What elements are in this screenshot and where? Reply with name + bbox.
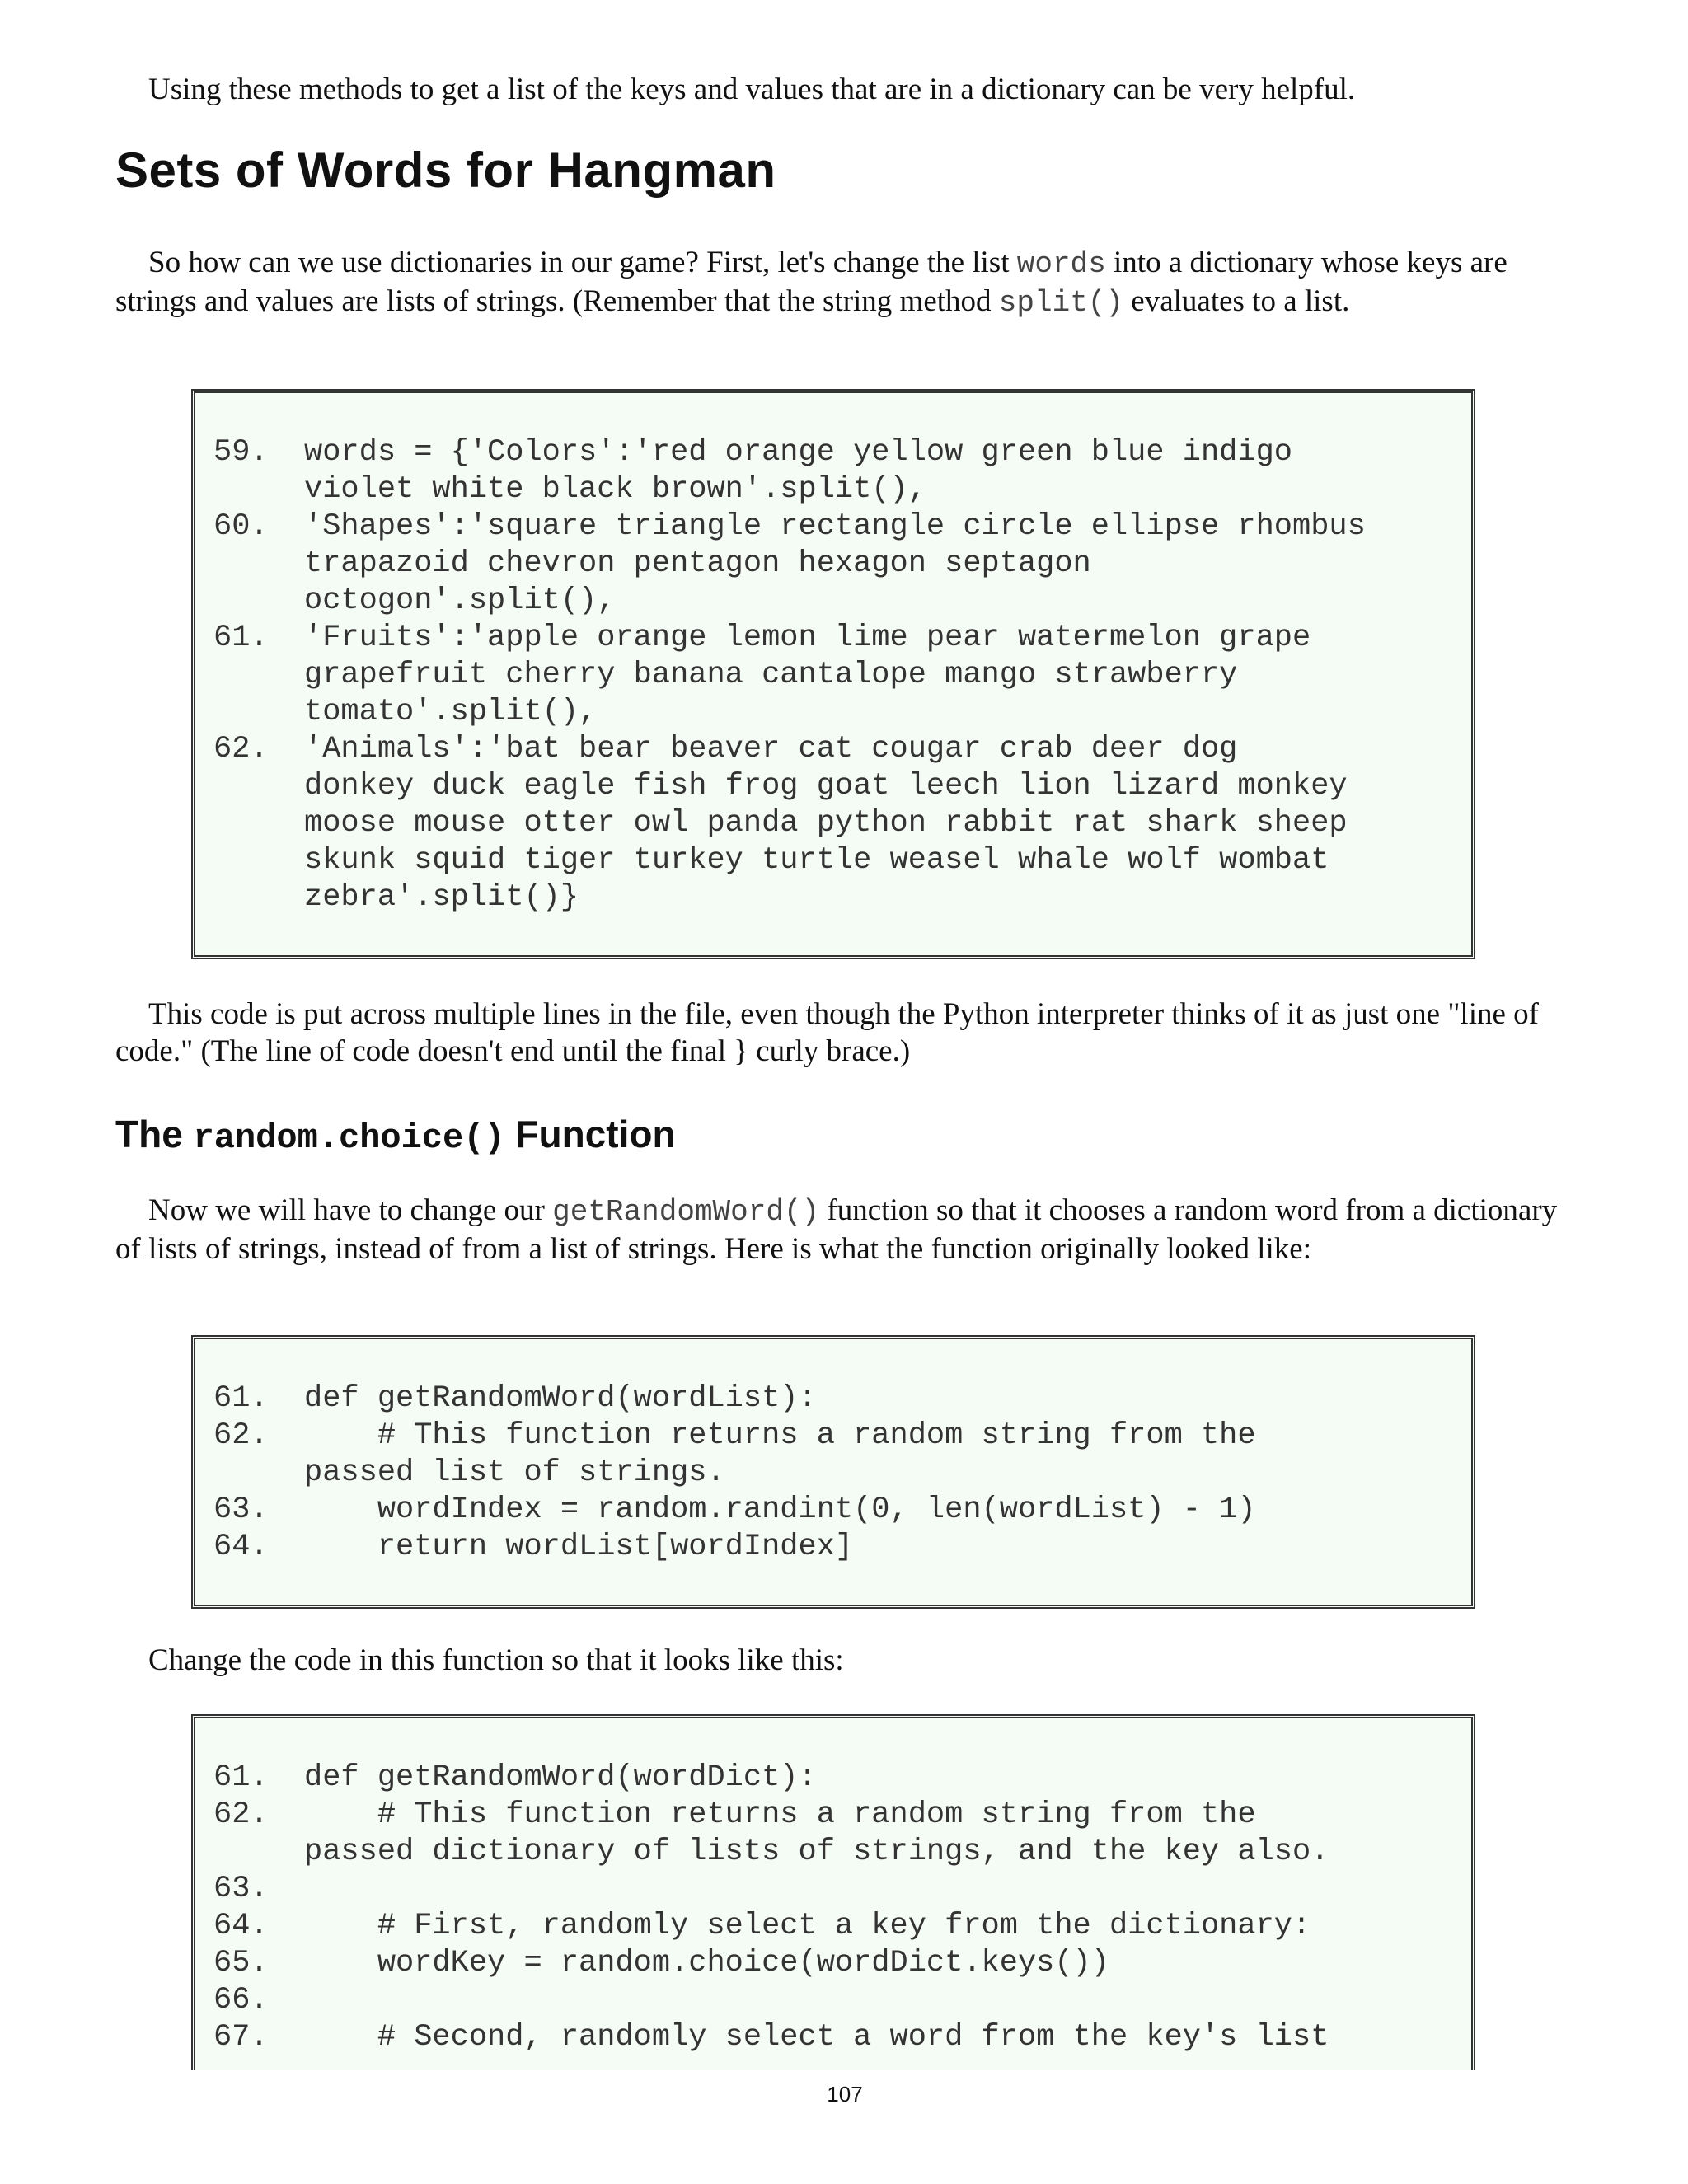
code-block-words-dictionary xyxy=(191,389,1475,959)
code-line xyxy=(213,1982,1471,2019)
code-line xyxy=(213,805,1471,842)
line-number: 63. xyxy=(213,1872,269,1906)
inline-code-words: words xyxy=(1016,247,1106,281)
code-text: def getRandomWord(wordDict): xyxy=(304,1760,817,1795)
code-text: # Second, randomly select a word from the key's list xyxy=(304,2020,1329,2055)
intro-paragraph: Using these methods to get a list of the keys and values that are in a dictionary can be very helpful. xyxy=(148,73,1356,106)
code-text: octogon'.split(), xyxy=(304,583,616,618)
code-text: grapefruit cherry banana cantalope mango strawberry xyxy=(304,658,1238,692)
line-number: 66. xyxy=(213,1983,269,2018)
code-line xyxy=(213,731,1471,768)
code-line xyxy=(213,434,1471,471)
code-line xyxy=(213,657,1471,694)
code-text: # This function returns a random string from the xyxy=(304,1797,1256,1832)
para-text: So how can we use dictionaries in our game? First, let's change the list xyxy=(148,246,1017,279)
code-text: skunk squid tiger turkey turtle weasel whale wolf wombat xyxy=(304,843,1329,878)
code-line xyxy=(213,620,1471,657)
code-text: 'Shapes':'square triangle rectangle circle ellipse rhombus xyxy=(304,509,1366,544)
line-number: 65. xyxy=(213,1946,269,1980)
code-text: return wordList[wordIndex] xyxy=(304,1530,854,1564)
para-text: function so that it chooses a random word from a dictionary of lists of strings, instead of from a list of strings. Here is what the function originally looked like: xyxy=(115,1193,1558,1266)
code-line xyxy=(213,1529,1471,1566)
line-number: 62. xyxy=(213,732,269,766)
code-text: tomato'.split(), xyxy=(304,695,598,729)
code-text: trapazoid chevron pentagon hexagon septagon xyxy=(304,546,1091,581)
code-line xyxy=(213,1834,1471,1871)
code-line xyxy=(213,842,1471,879)
code-line xyxy=(213,879,1471,916)
code-block-original-function xyxy=(191,1335,1475,1609)
code-text: # First, randomly select a key from the dictionary: xyxy=(304,1909,1311,1943)
code-text: 'Animals':'bat bear beaver cat cougar crab deer dog xyxy=(304,732,1238,766)
subsection-heading xyxy=(115,1111,676,1161)
change-code-paragraph: Change the code in this function so that it looks like this: xyxy=(148,1643,844,1677)
code-line xyxy=(213,1418,1471,1455)
page-number: 107 xyxy=(827,2082,863,2107)
line-number: 63. xyxy=(213,1493,269,1527)
code-line xyxy=(213,509,1471,546)
code-listing xyxy=(195,1339,1471,1566)
line-number: 61. xyxy=(213,621,269,655)
para-text: evaluates to a list. xyxy=(1123,284,1350,318)
code-text: wordKey = random.choice(wordDict.keys()) xyxy=(304,1946,1109,1980)
code-text: 'Fruits':'apple orange lemon lime pear watermelon grape xyxy=(304,621,1311,655)
line-number: 64. xyxy=(213,1909,269,1943)
code-line xyxy=(213,1380,1471,1418)
code-line xyxy=(213,1760,1471,1797)
line-number: 62. xyxy=(213,1797,269,1832)
line-number: 61. xyxy=(213,1760,269,1795)
code-line xyxy=(213,1797,1471,1834)
code-block-new-function xyxy=(191,1714,1475,2070)
code-text: violet white black brown'.split(), xyxy=(304,472,926,507)
code-text: moose mouse otter owl panda python rabbit rat shark sheep xyxy=(304,806,1348,841)
code-text: passed dictionary of lists of strings, and the key also. xyxy=(304,1835,1329,1869)
code-line xyxy=(213,546,1471,583)
inline-code-getrandomword: getRandomWord() xyxy=(552,1195,820,1229)
book-page xyxy=(115,0,1574,2184)
code-line xyxy=(213,694,1471,731)
code-text: wordIndex = random.randint(0, len(wordList) - 1) xyxy=(304,1493,1256,1527)
code-text: def getRandomWord(wordList): xyxy=(304,1381,817,1416)
code-text: zebra'.split()} xyxy=(304,880,579,915)
line-number: 61. xyxy=(213,1381,269,1416)
code-line xyxy=(213,1908,1471,1945)
code-line xyxy=(213,1945,1471,1982)
code-listing xyxy=(195,1718,1471,2056)
function-change-paragraph xyxy=(115,1192,1574,1268)
code-text: donkey duck eagle fish frog goat leech lion lizard monkey xyxy=(304,769,1348,804)
code-line xyxy=(213,583,1471,620)
line-number: 67. xyxy=(213,2020,269,2055)
inline-code-split: split() xyxy=(998,286,1124,320)
heading-code: random.choice() xyxy=(193,1118,505,1158)
code-line xyxy=(213,1871,1471,1908)
line-number: 64. xyxy=(213,1530,269,1564)
code-line xyxy=(213,471,1471,509)
line-number: 59. xyxy=(213,435,269,470)
dictionary-intro-paragraph xyxy=(115,244,1574,321)
code-text: passed list of strings. xyxy=(304,1455,725,1490)
para-text: into a dictionary whose keys are strings and values are lists of strings. (Remember that the string method xyxy=(115,246,1507,318)
line-number: 62. xyxy=(213,1418,269,1453)
code-line xyxy=(213,2019,1471,2056)
heading-text: Function xyxy=(504,1113,676,1155)
code-text: # This function returns a random string from the xyxy=(304,1418,1256,1453)
code-listing xyxy=(195,393,1471,916)
line-number: 60. xyxy=(213,509,269,544)
code-text: words = {'Colors':'red orange yellow green blue indigo xyxy=(304,435,1292,470)
code-line xyxy=(213,768,1471,805)
code-line xyxy=(213,1492,1471,1529)
section-heading: Sets of Words for Hangman xyxy=(115,143,776,198)
para-text: Now we will have to change our xyxy=(148,1193,553,1227)
code-line xyxy=(213,1455,1471,1492)
multiline-explanation-paragraph: This code is put across multiple lines in the file, even though the Python interpreter thinks of it as just one "line of code." (The line of code doesn't end until the final } curly brace.) xyxy=(115,997,1539,1068)
heading-text: The xyxy=(115,1113,194,1155)
